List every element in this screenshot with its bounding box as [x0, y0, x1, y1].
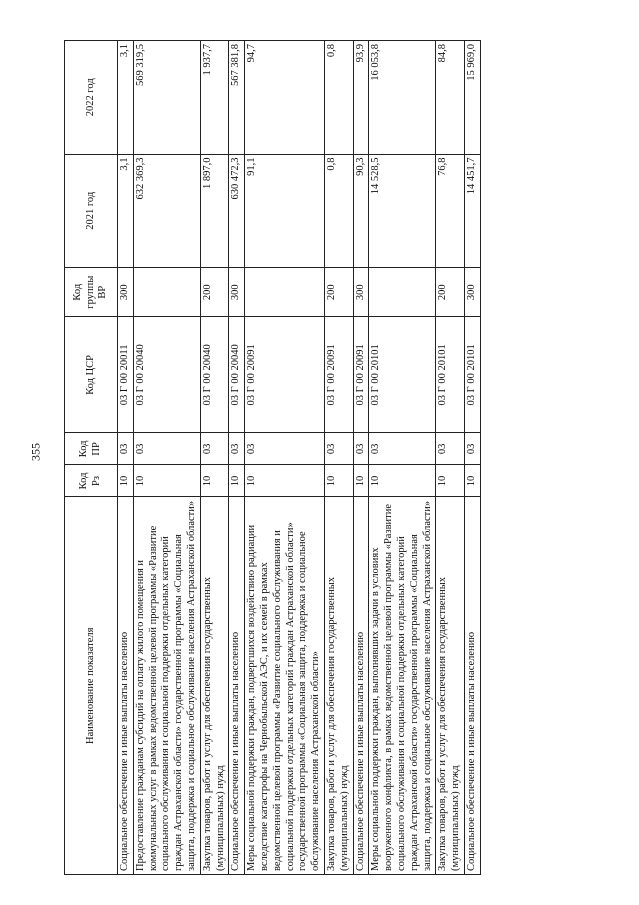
table-body	[118, 41, 481, 875]
row-vr: 300	[229, 268, 245, 317]
row-2021: 0,8	[324, 154, 353, 268]
row-2021: 14 451,7	[464, 154, 480, 268]
row-rz: 10	[464, 465, 480, 497]
row-name: Меры социальной поддержки граждан, выполнявших задачи в условиях вооруженного конфликта, в рамках ведомственной целевой программы «Развитие социального обслуживания и социальной поддержки отдельных категорий граждан Астраханской области» государственной программы «Социальная защита, поддержка и социальное обслуживание населения Астраханской области»	[369, 497, 436, 875]
row-pr: 03	[133, 433, 200, 465]
row-vr: 200	[200, 268, 229, 317]
table-row	[436, 41, 465, 875]
row-csr: 03 Г 00 20091	[324, 317, 353, 433]
row-pr: 03	[353, 433, 369, 465]
row-pr: 03	[229, 433, 245, 465]
row-2021: 90,3	[353, 154, 369, 268]
table-row	[369, 41, 436, 875]
table-row	[245, 41, 325, 875]
rotated-table-frame	[64, 40, 566, 875]
header-name: Наименование показателя	[65, 497, 118, 875]
row-2022: 93,9	[353, 41, 369, 155]
table-row	[324, 41, 353, 875]
row-rz: 10	[118, 465, 134, 497]
row-vr: 200	[436, 268, 465, 317]
row-pr: 03	[464, 433, 480, 465]
rotated-table-content	[64, 40, 566, 875]
row-2021: 630 472,3	[229, 154, 245, 268]
table-row	[200, 41, 229, 875]
row-pr: 03	[324, 433, 353, 465]
table-row	[464, 41, 480, 875]
row-2021: 76,8	[436, 154, 465, 268]
row-csr: 03 Г 00 20101	[369, 317, 436, 433]
row-csr: 03 Г 00 20091	[353, 317, 369, 433]
table-row	[133, 41, 200, 875]
header-pr: Код ПР	[65, 433, 118, 465]
row-2022: 569 319,5	[133, 41, 200, 155]
row-rz: 10	[245, 465, 325, 497]
row-name: Предоставление гражданам субсидий на оплату жилого помещения и коммунальных услуг в рамках ведомственной целевой программы «Развитие социального обслуживания и социальной поддержки отдельных категорий граждан Астраханской области» государственной программы «Социальная защита, поддержка и социальное обслуживание населения Астраханской области»	[133, 497, 200, 875]
row-2021: 1 897,0	[200, 154, 229, 268]
table-row	[118, 41, 134, 875]
table-row	[353, 41, 369, 875]
header-2022: 2022 год	[65, 41, 118, 155]
row-name: Закупка товаров, работ и услуг для обеспечения государственных (муниципальных) нужд	[324, 497, 353, 875]
row-csr: 03 Г 00 20101	[464, 317, 480, 433]
row-rz: 10	[369, 465, 436, 497]
row-vr: 300	[353, 268, 369, 317]
row-2021: 3,1	[118, 154, 134, 268]
row-pr: 03	[369, 433, 436, 465]
row-2021: 632 369,3	[133, 154, 200, 268]
row-csr: 03 Г 00 20091	[245, 317, 325, 433]
header-rz: Код Рз	[65, 465, 118, 497]
row-rz: 10	[229, 465, 245, 497]
row-2022: 0,8	[324, 41, 353, 155]
row-2022: 15 969,0	[464, 41, 480, 155]
row-csr: 03 Г 00 20040	[133, 317, 200, 433]
header-vr: Код группы ВР	[65, 268, 118, 317]
row-name: Меры социальной поддержки граждан, подвергшихся воздействию радиации вследствие катастрофы на Чернобыльской АЭС, и их семей в рамках ведомственной целевой программы «Развитие социального обслуживания и социальной поддержки отдельных категорий граждан Астраханской области» государственной программы «Социальная защита, поддержка и социальное обслуживание населения Астраханской области»	[245, 497, 325, 875]
header-2021: 2021 год	[65, 154, 118, 268]
row-vr	[245, 268, 325, 317]
row-name: Закупка товаров, работ и услуг для обеспечения государственных (муниципальных) нужд	[200, 497, 229, 875]
row-vr: 300	[464, 268, 480, 317]
row-name: Социальное обеспечение и иные выплаты населению	[118, 497, 134, 875]
row-csr: 03 Г 00 20040	[229, 317, 245, 433]
row-name: Закупка товаров, работ и услуг для обеспечения государственных (муниципальных) нужд	[436, 497, 465, 875]
row-csr: 03 Г 00 20040	[200, 317, 229, 433]
row-name: Социальное обеспечение и иные выплаты населению	[353, 497, 369, 875]
row-rz: 10	[324, 465, 353, 497]
row-csr: 03 Г 00 20011	[118, 317, 134, 433]
row-name: Социальное обеспечение и иные выплаты населению	[229, 497, 245, 875]
row-pr: 03	[118, 433, 134, 465]
row-rz: 10	[133, 465, 200, 497]
row-2021: 91,1	[245, 154, 325, 268]
row-rz: 10	[353, 465, 369, 497]
row-vr: 200	[324, 268, 353, 317]
row-pr: 03	[200, 433, 229, 465]
row-rz: 10	[436, 465, 465, 497]
table-header	[65, 41, 118, 875]
row-2022: 94,7	[245, 41, 325, 155]
row-pr: 03	[436, 433, 465, 465]
table-row	[229, 41, 245, 875]
page-number: 355	[28, 443, 43, 461]
row-pr: 03	[245, 433, 325, 465]
header-csr: Код ЦСР	[65, 317, 118, 433]
row-2022: 1 937,7	[200, 41, 229, 155]
budget-table	[64, 40, 481, 875]
row-2022: 16 053,8	[369, 41, 436, 155]
row-2022: 567 381,8	[229, 41, 245, 155]
row-rz: 10	[200, 465, 229, 497]
row-vr	[369, 268, 436, 317]
row-2022: 3,1	[118, 41, 134, 155]
row-csr: 03 Г 00 20101	[436, 317, 465, 433]
row-vr	[133, 268, 200, 317]
row-2021: 14 528,5	[369, 154, 436, 268]
header-row	[65, 41, 118, 875]
row-name: Социальное обеспечение и иные выплаты населению	[464, 497, 480, 875]
row-vr: 300	[118, 268, 134, 317]
row-2022: 84,8	[436, 41, 465, 155]
